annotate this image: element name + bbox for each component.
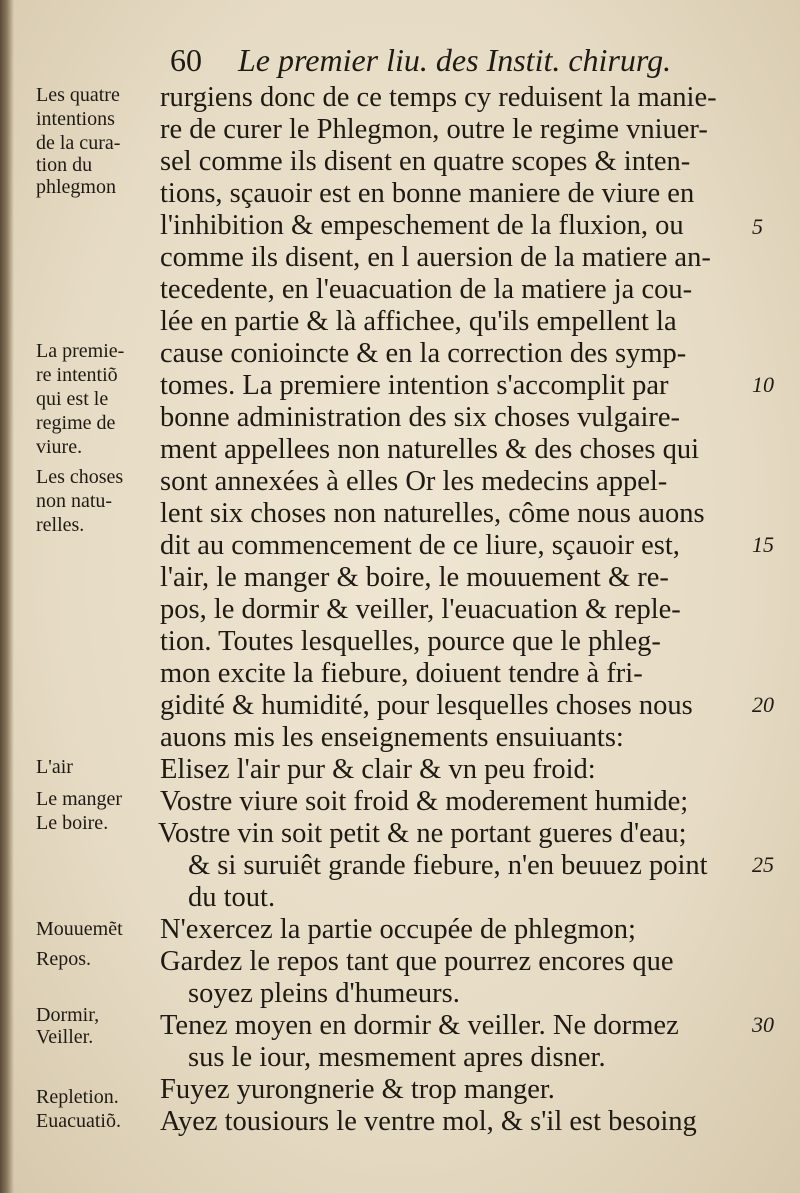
text-line: rurgiens donc de ce temps cy reduisent la manie-: [160, 82, 717, 113]
text-line: bonne administration des six choses vulgaire-: [160, 402, 681, 433]
page-spine-shadow: [0, 0, 14, 1193]
text-line: & si suruiêt grande fiebure, n'en beuuez point: [188, 850, 708, 881]
line-number: 30: [752, 1012, 774, 1037]
text-line: pos, le dormir & veiller, l'euacuation & reple-: [160, 594, 681, 625]
margin-note: Veiller.: [36, 1026, 94, 1048]
line-number: 20: [752, 692, 774, 717]
line-number: 25: [752, 852, 774, 877]
margin-note: Les choses: [36, 466, 124, 488]
text-line: sont annexées à elles Or les medecins appel-: [160, 466, 668, 497]
margin-note: regime de: [36, 412, 116, 434]
text-line: tion. Toutes lesquelles, pource que le phleg-: [160, 626, 661, 657]
text-line: du tout.: [188, 882, 276, 913]
margin-note: intentions: [36, 108, 115, 130]
margin-note: non natu-: [36, 490, 113, 512]
margin-note: Euacuatiõ.: [36, 1110, 121, 1132]
text-line: cause conioincte & en la correction des symp-: [160, 338, 687, 369]
text-line: tions, sçauoir est en bonne maniere de viure en: [160, 178, 695, 209]
text-line: Vostre viure soit froid & moderement humide;: [160, 786, 689, 817]
margin-note: re intentiõ: [36, 364, 118, 386]
text-line: soyez pleins d'humeurs.: [188, 978, 460, 1009]
text-line: comme ils disent, en l auersion de la matiere an-: [160, 242, 711, 273]
margin-note: Dormir,: [36, 1004, 100, 1026]
margin-note: Mouuemẽt: [36, 918, 123, 940]
text-line: Tenez moyen en dormir & veiller. Ne dormez: [160, 1010, 679, 1041]
margin-note: phlegmon: [36, 176, 116, 198]
margin-note: Le boire.: [36, 812, 109, 834]
text-line: dit au commencement de ce liure, sçauoir est,: [160, 530, 680, 561]
margin-note: La premie-: [36, 340, 125, 362]
text-line: Elisez l'air pur & clair & vn peu froid:: [160, 754, 596, 785]
margin-note: Repos.: [36, 948, 91, 970]
margin-note: L'air: [36, 756, 73, 778]
text-line: auons mis les enseignements ensuiuants:: [160, 722, 624, 753]
text-line: lée en partie & là affichee, qu'ils empellent la: [160, 306, 677, 337]
text-line: tomes. La premiere intention s'accomplit par: [160, 370, 669, 401]
line-number: 5: [752, 214, 763, 239]
margin-note: Repletion.: [36, 1086, 119, 1108]
text-line: mon excite la fiebure, doiuent tendre à fri-: [160, 658, 643, 689]
text-line: l'air, le manger & boire, le mouuement & re-: [160, 562, 669, 593]
text-line: gidité & humidité, pour lesquelles choses nous: [160, 690, 693, 721]
text-line: N'exercez la partie occupée de phlegmon;: [160, 914, 636, 945]
margin-note: Les quatre: [36, 84, 120, 106]
margin-note: viure.: [36, 436, 83, 458]
running-header: [170, 42, 690, 79]
margin-note: relles.: [36, 514, 85, 536]
line-number: 10: [752, 372, 774, 397]
text-line: tecedente, en l'euacuation de la matiere ja cou-: [160, 274, 693, 305]
text-line: re de curer le Phlegmon, outre le regime vniuer-: [160, 114, 708, 145]
margin-note: tion du: [36, 154, 93, 176]
text-line: Ayez tousiours le ventre mol, & s'il est besoing: [160, 1106, 697, 1137]
page-number: 60: [170, 42, 202, 78]
margin-note: Le manger: [36, 788, 123, 810]
margin-note: qui est le: [36, 388, 109, 410]
text-line: Vostre vin soit petit & ne portant gueres d'eau;: [158, 818, 687, 849]
line-number: 15: [752, 532, 774, 557]
text-line: l'inhibition & empeschement de la fluxion, ou: [160, 210, 684, 241]
text-line: ment appellees non naturelles & des choses qui: [160, 434, 699, 465]
text-line: sel comme ils disent en quatre scopes & inten-: [160, 146, 691, 177]
text-line: sus le iour, mesmement apres disner.: [188, 1042, 606, 1073]
text-line: Gardez le repos tant que pourrez encores que: [160, 946, 674, 977]
text-line: lent six choses non naturelles, côme nous auons: [160, 498, 705, 529]
running-title: Le premier liu. des Instit. chirurg.: [238, 42, 672, 78]
text-line: Fuyez yurongnerie & trop manger.: [160, 1074, 555, 1105]
margin-note: de la cura-: [36, 132, 121, 154]
